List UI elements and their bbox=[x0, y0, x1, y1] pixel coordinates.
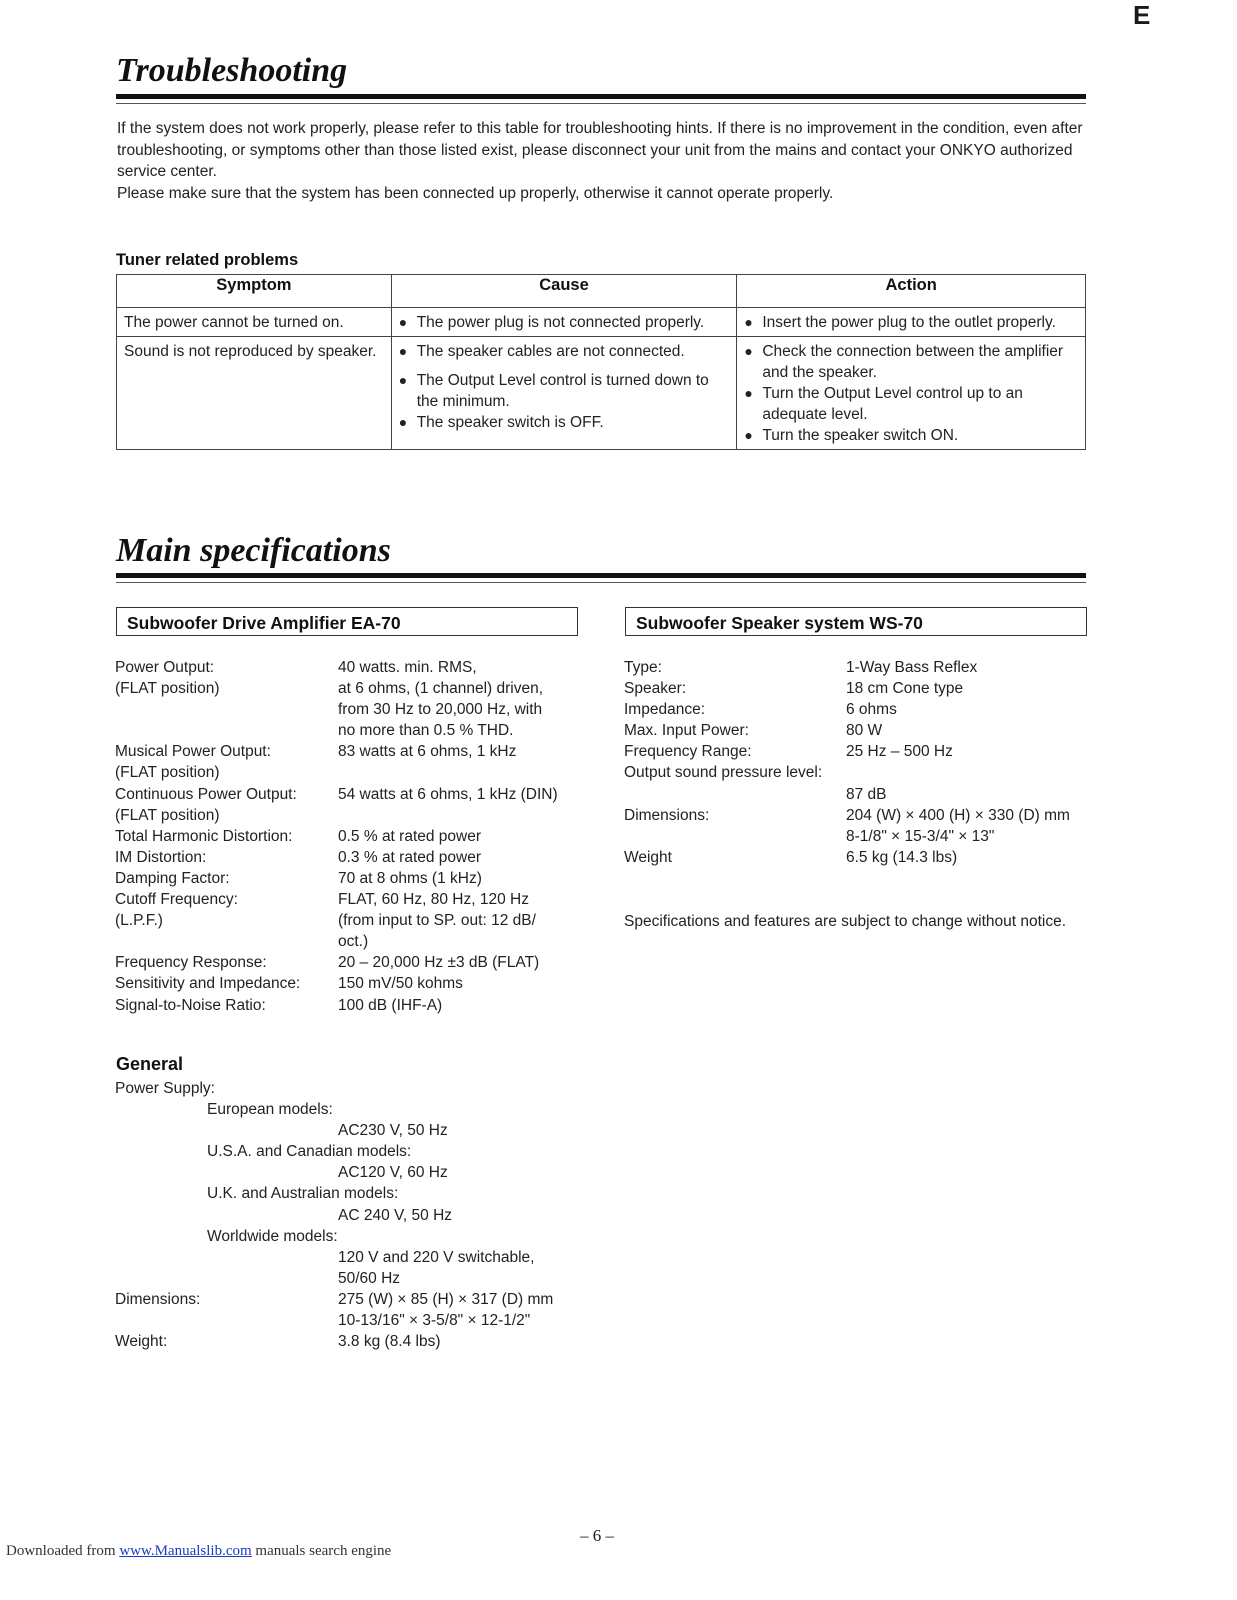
spec-row bbox=[115, 741, 580, 762]
spec-row bbox=[115, 931, 580, 952]
spec-value: from 30 Hz to 20,000 Hz, with bbox=[338, 701, 543, 719]
download-footer bbox=[6, 1543, 391, 1560]
title-rule bbox=[116, 573, 1086, 578]
spec-label: Output sound pressure level: bbox=[624, 764, 823, 782]
footer-suffix: manuals search engine bbox=[251, 1543, 392, 1559]
spec-row bbox=[115, 805, 580, 826]
spec-row bbox=[115, 952, 580, 973]
model-value: AC230 V, 50 Hz bbox=[338, 1122, 448, 1140]
intro-paragraph: Please make sure that the system has been connected up properly, otherwise it cannot operate properly. bbox=[117, 184, 834, 202]
spec-value: 20 – 20,000 Hz ±3 dB (FLAT) bbox=[338, 954, 540, 972]
action-cell bbox=[737, 308, 1086, 337]
language-marker: E bbox=[1133, 0, 1152, 30]
general-spec-list bbox=[115, 1078, 595, 1352]
spec-label: (L.P.F.) bbox=[115, 912, 163, 930]
spec-label: Dimensions: bbox=[624, 806, 710, 824]
spec-value: oct.) bbox=[338, 933, 369, 951]
spec-row bbox=[115, 657, 580, 678]
model-value: AC 240 V, 50 Hz bbox=[338, 1206, 453, 1224]
cause-item: ● The power plug is not connected properly. bbox=[399, 312, 731, 333]
title-subrule bbox=[116, 103, 1086, 104]
spec-label bbox=[115, 931, 338, 952]
manualslib-link[interactable]: www.Manualslib.com bbox=[119, 1543, 252, 1559]
spec-row bbox=[624, 741, 1088, 762]
spec-label bbox=[624, 826, 846, 847]
spec-value: 3.8 kg (8.4 lbs) bbox=[338, 1333, 441, 1351]
spec-label: (FLAT position) bbox=[115, 680, 220, 698]
symptom-cell bbox=[117, 337, 392, 450]
spec-value: 150 mV/50 kohms bbox=[338, 975, 463, 993]
spec-value: 40 watts. min. RMS, bbox=[338, 659, 477, 676]
spec-label: Speaker: bbox=[624, 680, 687, 698]
header-action: Action bbox=[737, 275, 1086, 308]
page-number: – 6 – bbox=[580, 1526, 614, 1545]
specifications-title: Main specifications bbox=[116, 532, 391, 569]
spec-value: 70 at 8 ohms (1 kHz) bbox=[338, 869, 482, 887]
model-value: 50/60 Hz bbox=[338, 1269, 401, 1287]
model-name: U.S.A. and Canadian models: bbox=[207, 1143, 412, 1161]
amplifier-spec-list bbox=[115, 657, 580, 1016]
spec-row bbox=[115, 699, 580, 720]
model-value: AC120 V, 60 Hz bbox=[338, 1164, 448, 1182]
spec-label: Total Harmonic Distortion: bbox=[115, 827, 293, 845]
amplifier-heading: Subwoofer Drive Amplifier EA-70 bbox=[116, 607, 578, 636]
table-header-row bbox=[117, 275, 1086, 308]
spec-value: 87 dB bbox=[846, 785, 887, 803]
spec-label: Power Output: bbox=[115, 659, 215, 676]
spec-label: Frequency Range: bbox=[624, 743, 752, 761]
spec-value: 80 W bbox=[846, 722, 883, 740]
spec-value: FLAT, 60 Hz, 80 Hz, 120 Hz bbox=[338, 891, 529, 909]
header-cause: Cause bbox=[391, 275, 737, 308]
spec-label: (FLAT position) bbox=[115, 806, 220, 824]
model-name: U.K. and Australian models: bbox=[207, 1185, 399, 1203]
spec-label bbox=[624, 784, 846, 805]
spec-row bbox=[115, 995, 580, 1016]
spec-row bbox=[115, 889, 580, 910]
spec-label: Sensitivity and Impedance: bbox=[115, 975, 301, 993]
spec-row bbox=[115, 784, 580, 805]
cause-item: ● The speaker switch is OFF. bbox=[399, 412, 731, 433]
symptom-text: The power cannot be turned on. bbox=[124, 314, 344, 331]
spec-row bbox=[624, 847, 1088, 868]
cause-cell bbox=[391, 308, 737, 337]
spec-label: Damping Factor: bbox=[115, 869, 230, 887]
spec-row bbox=[115, 868, 580, 889]
cause-item: ● The speaker cables are not connected. bbox=[399, 341, 731, 362]
spec-value: 18 cm Cone type bbox=[846, 680, 964, 698]
model-value: 120 V and 220 V switchable, bbox=[338, 1248, 535, 1266]
spec-value: 25 Hz – 500 Hz bbox=[846, 743, 953, 761]
spec-value bbox=[338, 762, 580, 783]
spec-label bbox=[115, 720, 338, 741]
spec-label: Dimensions: bbox=[115, 1290, 201, 1308]
symptom-cell bbox=[117, 308, 392, 337]
spec-label: Cutoff Frequency: bbox=[115, 891, 238, 909]
header-symptom: Symptom bbox=[117, 275, 392, 308]
spec-row bbox=[115, 762, 580, 783]
specifications-note: Specifications and features are subject to change without notice. bbox=[624, 913, 1067, 930]
cause-item: ● The Output Level control is turned down to the minimum. bbox=[399, 370, 731, 412]
spec-row bbox=[115, 910, 580, 931]
spec-row bbox=[115, 847, 580, 868]
spec-row bbox=[624, 678, 1088, 699]
troubleshooting-title: Troubleshooting bbox=[116, 52, 348, 89]
spec-row bbox=[115, 826, 580, 847]
spec-row bbox=[115, 1289, 595, 1310]
intro-paragraph: If the system does not work properly, please refer to this table for troubleshooting hints. If there is no improvement in the condition, even after troubleshooting, or symptoms other than those listed exist, please disconnect your unit from the mains and contact your ONKYO authorized service center. bbox=[117, 120, 1083, 180]
spec-value: 204 (W) × 400 (H) × 330 (D) mm bbox=[846, 806, 1070, 824]
spec-row bbox=[115, 720, 580, 741]
spec-label: Weight: bbox=[115, 1333, 168, 1351]
power-supply-label: Power Supply: bbox=[115, 1080, 215, 1097]
spec-value: 83 watts at 6 ohms, 1 kHz bbox=[338, 743, 517, 761]
table-title: Tuner related problems bbox=[116, 251, 299, 269]
cause-cell bbox=[391, 337, 737, 450]
spec-label: Type: bbox=[624, 659, 662, 676]
spec-value: at 6 ohms, (1 channel) driven, bbox=[338, 680, 544, 698]
symptom-text: Sound is not reproduced by speaker. bbox=[124, 343, 377, 360]
spec-row bbox=[624, 805, 1088, 826]
spec-value: 8-1/8" × 15-3/4" × 13" bbox=[846, 827, 995, 845]
spec-row bbox=[624, 720, 1088, 741]
spec-label: IM Distortion: bbox=[115, 848, 207, 866]
spec-label: Musical Power Output: bbox=[115, 743, 271, 761]
spec-value: 1-Way Bass Reflex bbox=[846, 659, 978, 676]
spec-row bbox=[624, 784, 1088, 805]
action-item: ● Turn the speaker switch ON. bbox=[744, 425, 1079, 446]
speaker-spec-list bbox=[624, 657, 1088, 868]
spec-value: (from input to SP. out: 12 dB/ bbox=[338, 912, 536, 930]
speaker-heading: Subwoofer Speaker system WS-70 bbox=[625, 607, 1087, 636]
general-title: General bbox=[116, 1054, 184, 1074]
spec-label: Max. Input Power: bbox=[624, 722, 749, 740]
spec-row bbox=[115, 973, 580, 994]
spec-value: no more than 0.5 % THD. bbox=[338, 722, 514, 740]
title-rule bbox=[116, 94, 1086, 99]
spec-value: 0.3 % at rated power bbox=[338, 848, 482, 866]
spec-label bbox=[115, 699, 338, 720]
spec-label: Signal-to-Noise Ratio: bbox=[115, 996, 266, 1014]
spec-label: Continuous Power Output: bbox=[115, 785, 297, 803]
spec-value: 6.5 kg (14.3 lbs) bbox=[846, 848, 958, 866]
spec-label: Weight bbox=[624, 848, 672, 866]
model-name: Worldwide models: bbox=[207, 1227, 338, 1245]
spec-value: 275 (W) × 85 (H) × 317 (D) mm bbox=[338, 1290, 554, 1308]
spec-value: 10-13/16" × 3-5/8" × 12-1/2" bbox=[338, 1312, 531, 1330]
spec-row bbox=[115, 1331, 595, 1352]
spec-value: 100 dB (IHF-A) bbox=[338, 996, 443, 1014]
title-subrule bbox=[116, 582, 1086, 583]
footer-prefix: Downloaded from bbox=[6, 1543, 120, 1559]
spec-value: 54 watts at 6 ohms, 1 kHz (DIN) bbox=[338, 785, 558, 803]
spec-row bbox=[624, 826, 1088, 847]
troubleshooting-intro bbox=[117, 118, 1092, 204]
spec-row bbox=[115, 678, 580, 699]
spec-label: Impedance: bbox=[624, 701, 705, 719]
spec-label: (FLAT position) bbox=[115, 764, 220, 782]
table-row bbox=[117, 337, 1086, 450]
action-item: ● Turn the Output Level control up to an adequate level. bbox=[744, 383, 1079, 425]
table-row bbox=[117, 308, 1086, 337]
spec-label: Frequency Response: bbox=[115, 954, 267, 972]
troubleshooting-table bbox=[116, 274, 1086, 450]
action-item: ● Check the connection between the amplifier and the speaker. bbox=[744, 341, 1079, 383]
action-cell bbox=[737, 337, 1086, 450]
spec-value: 6 ohms bbox=[846, 701, 897, 719]
spec-value: 0.5 % at rated power bbox=[338, 827, 482, 845]
spec-row bbox=[624, 699, 1088, 720]
spec-value bbox=[338, 805, 580, 826]
action-item: ● Insert the power plug to the outlet properly. bbox=[744, 312, 1079, 333]
spec-row bbox=[624, 657, 1088, 678]
model-name: European models: bbox=[207, 1101, 333, 1119]
